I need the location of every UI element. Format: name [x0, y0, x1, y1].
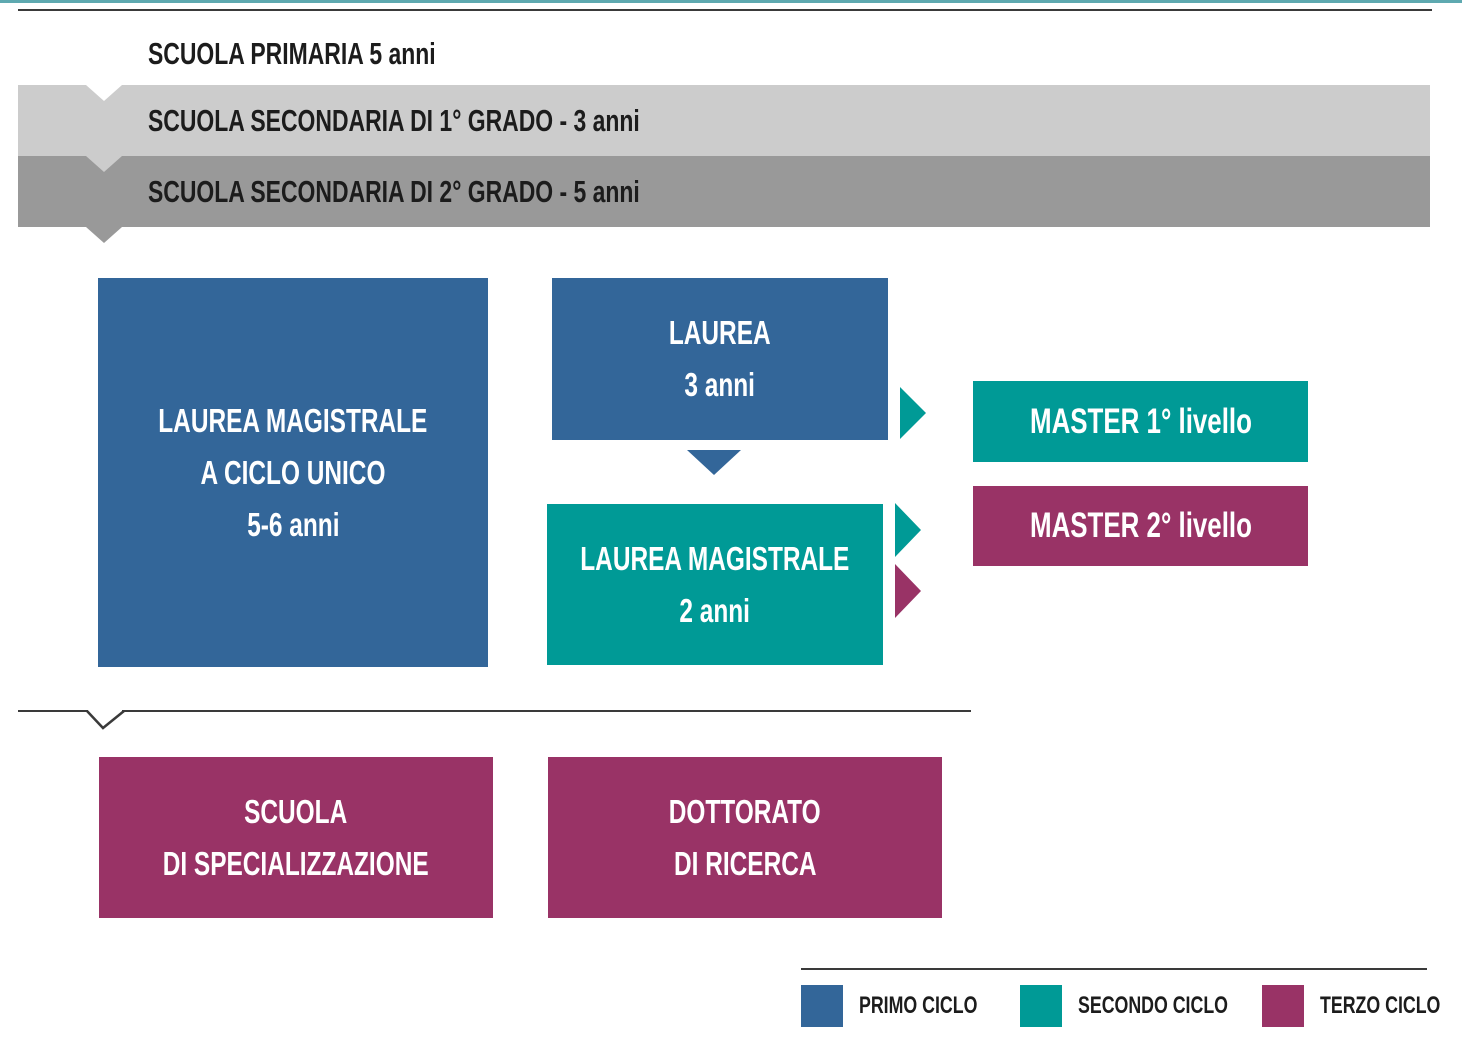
arrow-right-magistrale-to-master-1	[895, 503, 921, 557]
separator-chevron	[84, 706, 128, 732]
legend-rule	[801, 968, 1427, 970]
box-text-line: DOTTORATO	[669, 792, 821, 830]
top-accent-line	[0, 0, 1462, 3]
box-text-line: 2 anni	[679, 591, 751, 629]
box-text-line: LAUREA MAGISTRALE	[580, 539, 850, 577]
band-secondaria-2	[18, 156, 1430, 227]
box-text-line: MASTER 1° livello	[1029, 401, 1252, 441]
box-dottorato	[548, 757, 942, 918]
arrow-right-laurea-to-master	[900, 387, 926, 439]
legend-swatch-secondo	[1020, 985, 1062, 1027]
notch-primaria	[86, 85, 122, 101]
level-secondaria-1: SCUOLA SECONDARIA DI 1° GRADO - 3 anni	[148, 103, 640, 138]
box-text-line: DI SPECIALIZZAZIONE	[163, 844, 429, 882]
arrow-down-laurea	[687, 450, 741, 475]
legend-label-secondo: SECONDO CICLO	[1078, 992, 1228, 1019]
legend-swatch-primo	[801, 985, 843, 1027]
box-text-line: 3 anni	[684, 366, 756, 403]
box-text-line: LAUREA	[669, 314, 771, 351]
box-text-line: LAUREA MAGISTRALE	[158, 401, 428, 439]
box-scuola-specializzazione	[99, 757, 493, 918]
box-master-2	[973, 486, 1308, 566]
level-primaria: SCUOLA PRIMARIA 5 anni	[148, 36, 436, 71]
notch-secondaria-1	[86, 156, 122, 172]
band-secondaria-1	[18, 85, 1430, 156]
separator-rule-left	[18, 710, 88, 712]
box-text-line: 5-6 anni	[246, 505, 340, 543]
box-laurea	[552, 278, 888, 440]
legend-label-primo: PRIMO CICLO	[859, 992, 978, 1019]
box-laurea-magistrale-ciclo-unico	[98, 278, 488, 667]
box-text-line: A CICLO UNICO	[200, 453, 386, 491]
level-secondaria-2: SCUOLA SECONDARIA DI 2° GRADO - 5 anni	[148, 174, 640, 209]
box-text-line: DI RICERCA	[673, 844, 817, 882]
arrow-right-magistrale-to-master-2	[895, 564, 921, 618]
box-text-line: MASTER 2° livello	[1029, 506, 1252, 545]
legend-swatch-terzo	[1262, 985, 1304, 1027]
legend-label-terzo: TERZO CICLO	[1320, 992, 1441, 1019]
box-laurea-magistrale	[547, 504, 883, 665]
top-rule	[18, 9, 1432, 11]
box-master-1	[973, 381, 1308, 462]
separator-rule-right	[122, 710, 971, 712]
box-text-line: SCUOLA	[244, 792, 348, 830]
notch-secondaria-2	[86, 227, 122, 243]
